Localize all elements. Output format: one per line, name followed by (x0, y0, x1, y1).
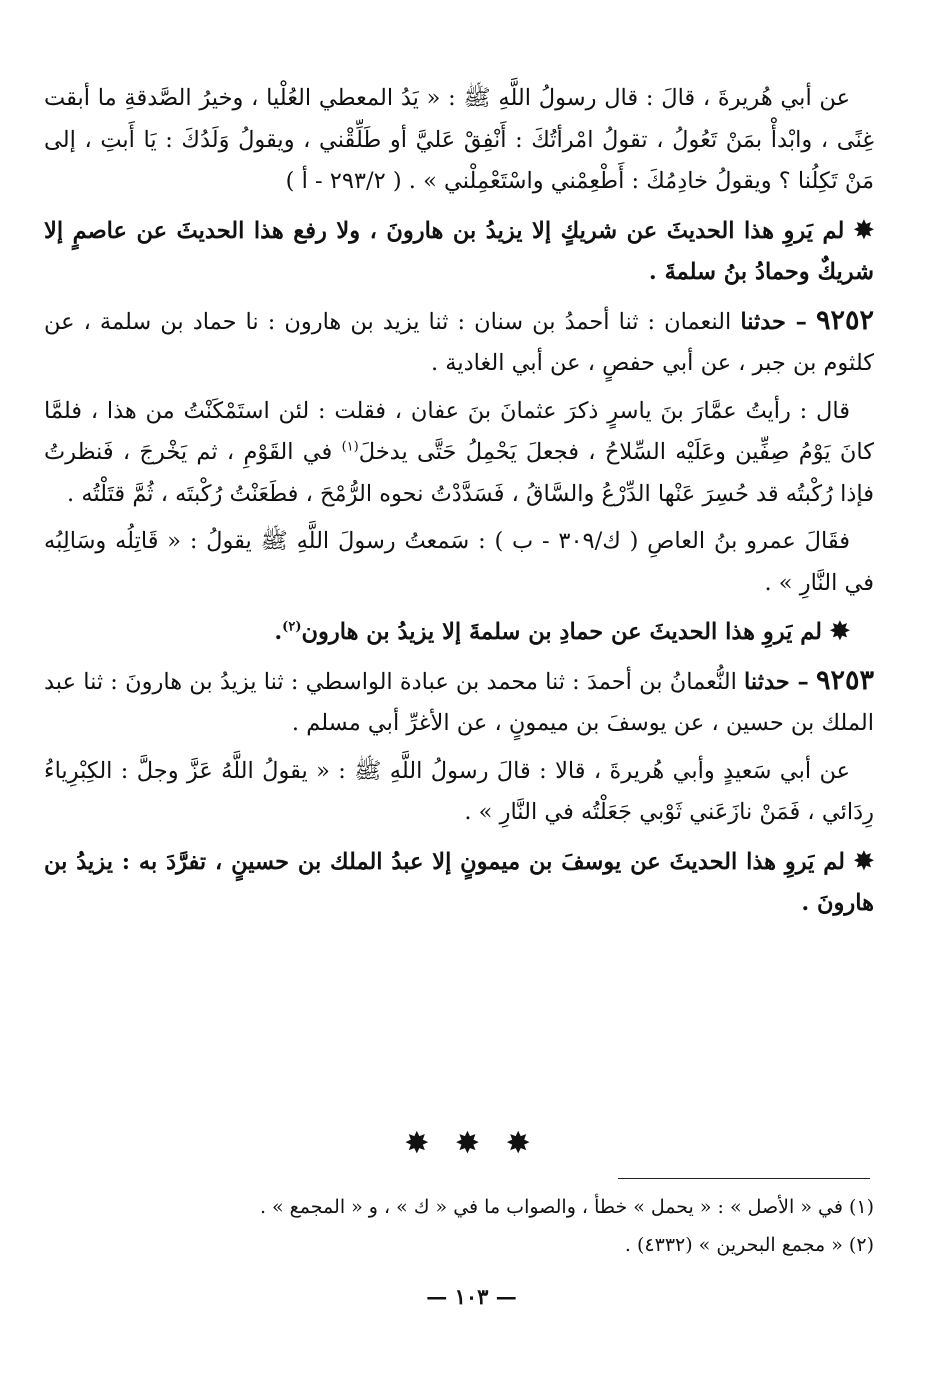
section-divider: ✸ ✸ ✸ (404, 1126, 539, 1161)
footnote-1: (١) في « الأصل » : « يحمل » خطأ ، والصواب ما في « ك » ، و « المجمع » . (259, 1196, 874, 1218)
hadith-head: – حدثنا (744, 668, 809, 695)
star-marker: ✸ (853, 214, 874, 244)
hadith-9252-report (44, 521, 874, 604)
hadith-number: ٩٢٥٢ (815, 304, 874, 336)
footnotes (44, 1188, 874, 1264)
isnad-text: النعمان : ثنا أحمدُ بن سنان : ثنا يزيد بن هارون : نا حماد بن سلمة ، عن كلثوم بن جبر ، عن أبي حفصٍ ، عن أبي الغادية . (44, 308, 874, 376)
hadith-text-1 (44, 78, 874, 203)
footnote-separator (618, 1178, 870, 1179)
hadith-9252-matn (44, 391, 874, 516)
hadith-head: – حدثنا (740, 308, 807, 335)
commentary-2 (44, 610, 874, 654)
star-marker: ✸ (829, 616, 850, 645)
commentary-3 (44, 840, 874, 925)
star-marker: ✸ (853, 845, 874, 875)
report-text: فقَالَ عمرو بنُ العاصِ ( ك/٣٠٩ - ب ) : سَمعتُ رسولَ اللَّهِ ﷺ يقولُ : « قَاتِلُه وسَالِبُه في النَّارِ » . (44, 528, 874, 596)
hadith-9253-matn (44, 751, 874, 834)
matn-text-continued: في القَوْمِ ، ثم يَخْرجَ ، فَنظرتُ فإذا رُكْبتُه قد حُسِرَ عَنْها الدِّرْعُ والسَّاقُ ، فَسَدَّدْتُ نحوه الرُّمْحَ ، فطَعَنْتُ رُكْبتَه ، ثُمَّ قتَلْتُه . (44, 439, 874, 507)
commentary-text: لم يَروِ هذا الحديثَ عن شريكٍ إلا يزيدُ بن هارونَ ، ولا رفع هذا الحديثَ عن عاصمٍ إلا شريكٌ وحمادُ بنُ سلمةَ . (44, 217, 874, 285)
footnote-2: (٢) « مجمع البحرين » (٤٣٣٢) . (624, 1234, 874, 1256)
matn-text: عن أبي سَعيدٍ وأبي هُريرةَ ، قالا : قالَ رسولُ اللَّهِ ﷺ : « يقولُ اللَّهُ عَزَّ وجلَّ : الكِبْرِياءُ رِدَائي ، فَمَنْ نازَعَني ثَوْبي جَعَلْتُه في النَّارِ » . (44, 757, 874, 825)
commentary-1 (44, 209, 874, 294)
main-text (44, 78, 874, 931)
matn-text: قال : رأيتُ عمَّارَ بنَ ياسرٍ ذكرَ عثمانَ بنَ عفان ، فقلت : لئن استَمْكَنْتُ من هذا ، فلمَّا كانَ يَوْمُ صِفِّين وعَلَيْه السِّلاحُ ، فجعلَ يَحْمِلُ حَتَّى يدخلَ (44, 397, 874, 465)
hadith-number: ٩٢٥٣ (816, 664, 875, 696)
hadith-9252-isnad (44, 300, 874, 385)
commentary-end: . (274, 619, 283, 645)
isnad-text: النُّعمانُ بن أحمدَ : ثنا محمد بن عبادة الواسطي : ثنا يزيدُ بن هارونَ : ثنا عبد الملك بن حسين ، عن يوسفَ بن ميمونٍ ، عن الأغرِّ أبي مسلم . (44, 668, 874, 736)
commentary-text: لم يَروِ هذا الحديثَ عن حمادِ بن سلمةَ إلا يزيدُ بن هارون (301, 619, 823, 645)
page-number: — ١٠٣ — (426, 1284, 517, 1309)
hadith-9253-isnad (44, 660, 874, 745)
footnote-ref-1[interactable]: (١) (341, 439, 359, 455)
footnote-ref-2[interactable]: (٢) (282, 619, 302, 635)
hadith-body: عن أبي هُريرةَ ، قالَ : قال رسولُ اللَّهِ ﷺ : « يَدُ المعطي العُلْيا ، وخيرُ الصَّدقةِ ما أبقت غِنًى ، وابْدأْ بمَنْ تَعُولُ ، تقولُ امْرأتُكَ : أَنْفِقْ عَليَّ أو طَلِّقْني ، ويقولُ وَلَدُكَ : يَا أَبتِ ، إلى مَنْ تَكِلُنا ؟ ويقولُ خادِمُكَ : أَطْعِمْني واسْتَعْمِلْني » . ( ٢٩٣/٢ - أ ) (44, 85, 874, 194)
commentary-text: لم يَروِ هذا الحديثَ عن يوسفَ بن ميمونٍ إلا عبدُ الملك بن حسينٍ ، تفرَّدَ به : يزيدُ بن هارونَ . (44, 848, 874, 916)
